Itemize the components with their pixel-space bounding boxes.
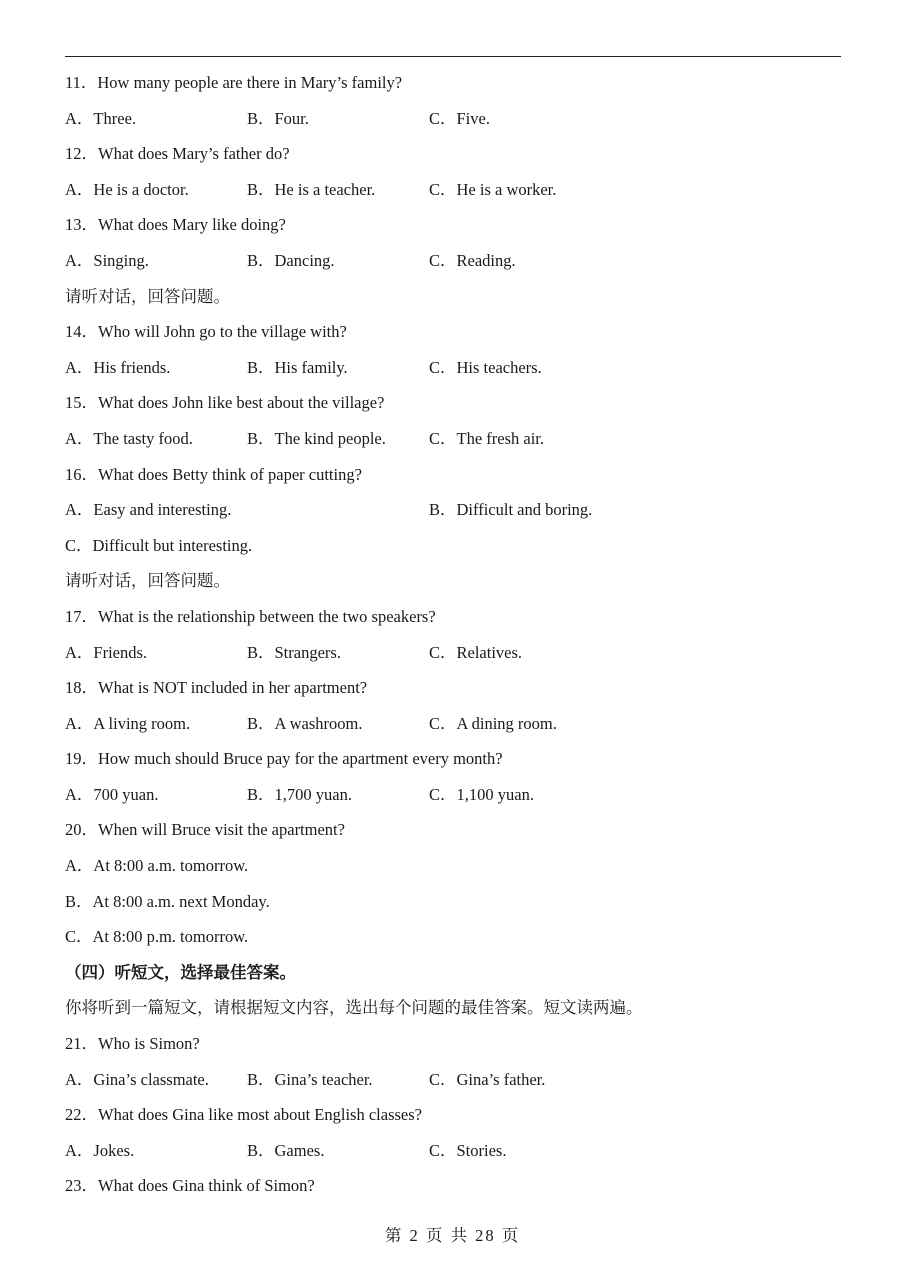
option-c: C．Gina’s father. — [429, 1069, 546, 1089]
option-a: A．Easy and interesting. — [65, 500, 232, 520]
option-b: B．Gina’s teacher. — [247, 1069, 373, 1089]
text-line: 16．What does Betty think of paper cutting? — [65, 464, 362, 484]
text-line: 14．Who will John go to the village with? — [65, 322, 347, 342]
option-b: B．A washroom. — [247, 713, 363, 733]
text-line: 你将听到一篇短文，请根据短文内容，选出每个问题的最佳答案。短文读两遍。 — [65, 998, 643, 1018]
option-a: A．Three. — [65, 108, 137, 128]
option-a: A．Friends. — [65, 642, 148, 662]
text-line: 17．What is the relationship between the two speakers? — [65, 606, 436, 626]
options-row — [65, 243, 845, 279]
section-heading: （四）听短文，选择最佳答案。 — [65, 962, 296, 982]
option-b: B．His family. — [247, 357, 348, 377]
text-line: 请听对话，回答问题。 — [65, 571, 230, 591]
option-a: A．Singing. — [65, 250, 149, 270]
option-b: B．The kind people. — [247, 428, 386, 448]
text-line: 20．When will Bruce visit the apartment? — [65, 820, 345, 840]
text-line: A．At 8:00 a.m. tomorrow. — [65, 856, 249, 876]
options-row — [65, 1133, 845, 1169]
option-a: A．700 yuan. — [65, 784, 159, 804]
text-line: B．At 8:00 a.m. next Monday. — [65, 891, 270, 911]
text-line: 11．How many people are there in Mary’s family? — [65, 73, 403, 92]
option-b: B．Strangers. — [247, 642, 341, 662]
options-row — [65, 421, 845, 457]
options-row — [65, 350, 845, 386]
options-row — [65, 1062, 845, 1098]
text-line: 21．Who is Simon? — [65, 1034, 200, 1054]
options-row — [65, 492, 845, 528]
options-row — [65, 635, 845, 671]
text-line: 19．How much should Bruce pay for the apartment every month? — [65, 749, 503, 769]
option-c: C．He is a worker. — [429, 179, 557, 199]
option-c: C．Relatives. — [429, 642, 523, 662]
text-line: 22．What does Gina like most about English classes? — [65, 1105, 422, 1125]
option-a: A．Jokes. — [65, 1140, 135, 1160]
option-a: A．The tasty food. — [65, 428, 193, 448]
option-c: C．1,100 yuan. — [429, 784, 534, 804]
options-row — [65, 172, 845, 208]
option-b: B．He is a teacher. — [247, 179, 376, 199]
text-line: 23．What does Gina think of Simon? — [65, 1176, 315, 1196]
option-a: A．His friends. — [65, 357, 171, 377]
option-b: B．1,700 yuan. — [247, 784, 352, 804]
text-line: 18．What is NOT included in her apartment? — [65, 678, 368, 698]
options-row — [65, 777, 845, 813]
option-a: A．Gina’s classmate. — [65, 1069, 209, 1089]
option-b: B．Dancing. — [247, 250, 335, 270]
page-content — [65, 65, 845, 1204]
option-a: A．A living room. — [65, 713, 191, 733]
page-number: 第 2 页 共 28 页 — [384, 1226, 521, 1245]
option-a: A．He is a doctor. — [65, 179, 189, 199]
option-c: C．His teachers. — [429, 357, 542, 377]
option-c: C．The fresh air. — [429, 428, 545, 448]
text-line: 12．What does Mary’s father do? — [65, 144, 290, 164]
option-b: B．Games. — [247, 1140, 325, 1160]
option-c: C．A dining room. — [429, 713, 557, 733]
options-row — [65, 101, 845, 137]
text-line: 15．What does John like best about the village? — [65, 393, 385, 413]
header-rule — [65, 56, 841, 57]
text-line: C．At 8:00 p.m. tomorrow. — [65, 927, 249, 947]
option-b: B．Difficult and boring. — [429, 500, 593, 520]
text-line: C．Difficult but interesting. — [65, 535, 253, 555]
text-line: 请听对话，回答问题。 — [65, 286, 230, 306]
option-c: C．Five. — [429, 108, 490, 128]
option-c: C．Stories. — [429, 1140, 507, 1160]
option-b: B．Four. — [247, 108, 309, 128]
option-c: C．Reading. — [429, 250, 516, 270]
text-line: 13．What does Mary like doing? — [65, 215, 286, 235]
options-row — [65, 706, 845, 742]
